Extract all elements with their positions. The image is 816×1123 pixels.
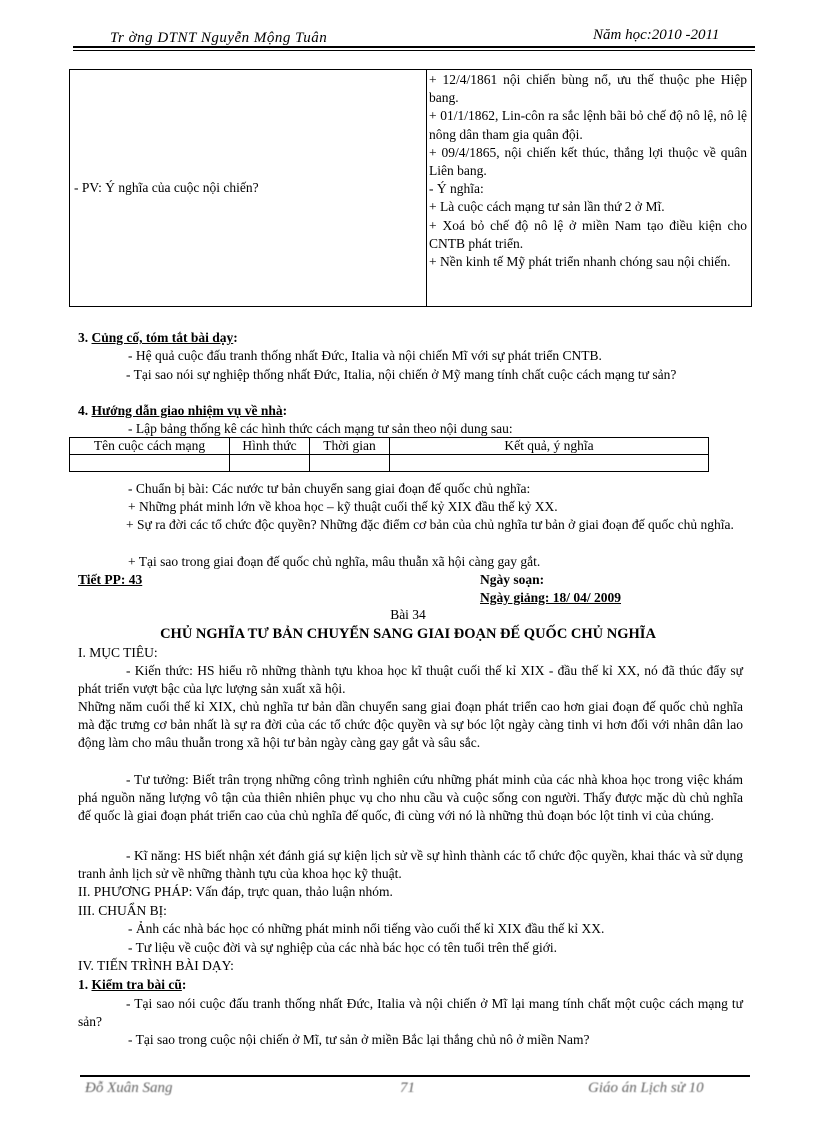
lesson-period: Tiết PP: 43 <box>78 572 143 587</box>
section-3-heading <box>78 329 238 347</box>
footer-rule <box>80 1075 750 1077</box>
section-3-line-1: - Hệ quả cuộc đấu tranh thống nhất Đức, Italia và nội chiến Mĩ với sự phát triển CNTB. <box>128 348 602 363</box>
header-rule <box>73 46 755 48</box>
footer-author: Đỗ Xuân Sang <box>85 1080 173 1096</box>
revolution-table <box>69 437 709 472</box>
lesson-number: Bài 34 <box>390 607 426 622</box>
lesson-prep-date: Ngày soạn: <box>480 572 545 587</box>
header-school: Tr ờng DTNT Nguyễn Mộng Tuân <box>110 30 328 46</box>
section-4-line-2: - Chuẩn bị bài: Các nước tư bản chuyển sang giai đoạn đế quốc chủ nghĩa: <box>128 481 531 496</box>
answer-line: + 01/1/1862, Lin-côn ra sắc lệnh bãi bỏ chế độ nô lệ, nô lệ nông dân tham gia quân đội. <box>429 108 747 142</box>
preparation-line-2: - Tư liệu về cuộc đời và sự nghiệp của các nhà bác học có tên tuổi trên thế giới. <box>128 940 558 955</box>
objectives-knowledge: - Kiến thức: HS hiểu rõ những thành tựu khoa học kĩ thuật cuối thế kỉ XIX - đầu thế kỉ XX, nó đã thúc đẩy sự phát triển vượt bậc của lực lượng sản xuất xã hội. <box>78 663 743 696</box>
lesson-teach-date: Ngày giảng: 18/ 04/ 2009 <box>480 590 622 605</box>
colon: : <box>181 977 187 992</box>
colon: : <box>233 330 238 345</box>
section-number: 4. <box>78 403 89 418</box>
col-result: Kết quả, ý nghĩa <box>390 438 709 455</box>
table-question-text: - PV: Ý nghĩa của cuộc nội chiến? <box>74 180 259 195</box>
section-title: Kiểm tra bài cũ <box>91 977 182 992</box>
review-heading <box>78 976 186 994</box>
empty-cell <box>310 455 390 472</box>
objectives-skills: - Kĩ năng: HS biết nhận xét đánh giá sự kiện lịch sử về sự hình thành các tổ chức độc quyền, khai thác và sử dụng tranh ảnh lịch sử về những thành tựu của khoa học kỹ thuật. <box>78 848 743 881</box>
section-4-heading <box>78 402 287 420</box>
section-4-line-1: - Lập bảng thống kê các hình thức cách mạng tư sản theo nội dung sau: <box>128 421 513 436</box>
empty-cell <box>390 455 709 472</box>
section-3-line-2: - Tại sao nói sự nghiệp thống nhất Đức, Italia, nội chiến ở Mỹ mang tính chất cuộc cách mạng tư sản? <box>126 367 677 382</box>
objectives-heading: I. MỤC TIÊU: <box>78 645 158 660</box>
answer-line: + Là cuộc cách mạng tư sản lần thứ 2 ở Mĩ. <box>429 199 665 215</box>
answer-line: + 12/4/1861 nội chiến bùng nổ, ưu thế thuộc phe Hiệp bang. <box>429 72 747 106</box>
header-year: Năm học:2010 -2011 <box>593 27 720 43</box>
lesson-table-divider <box>426 69 427 307</box>
objectives-paragraph: Những năm cuối thế kỉ XIX, chủ nghĩa tư bản dần chuyển sang giai đoạn phát triển cao hơn giai đoạn đế quốc chủ nghĩa mà đặc trưng cơ bản nhất là sự ra đời của các tổ chức độc quyền và sự bóc lột ngày càng tinh vi hơn đối với nhân dân lao động làm cho mâu thuẫn trong xã hội tư bản ngày càng gay gắt và sâu sắc. <box>78 699 743 750</box>
col-name: Tên cuộc cách mạng <box>70 438 230 455</box>
footer-doc: Giáo án Lịch sử 10 <box>588 1080 704 1096</box>
col-time: Thời gian <box>310 438 390 455</box>
answer-line: + Nền kinh tế Mỹ phát triển nhanh chóng sau nội chiến. <box>429 254 731 270</box>
section-4-line-3: + Những phát minh lớn về khoa học – kỹ thuật cuối thế kỷ XIX đầu thế kỷ XX. <box>128 499 558 514</box>
objectives-attitude: - Tư tưởng: Biết trân trọng những công trình nghiên cứu những phát minh của các nhà khoa học trong việc khám phá nguồn năng lượng vô tận của thiên nhiên phục vụ cho nhu cầu và cuộc sống con người. Thấy được mặc dù chủ nghĩa đế quốc là giai đoạn phát triển cao của chủ nghĩa đế quốc, đi cùng với nó là những thủ đoạn bóc lột tinh vi của chúng. <box>78 772 743 823</box>
table-answer <box>429 71 747 271</box>
section-number: 3. <box>78 330 89 345</box>
section-title: Hướng dẫn giao nhiệm vụ về nhà <box>91 403 283 418</box>
section-4-line-4: + Sự ra đời các tổ chức độc quyền? Những đặc điểm cơ bản của chủ nghĩa tư bản ở giai đoạn đế quốc chủ nghĩa. <box>126 517 734 532</box>
colon: : <box>282 403 288 418</box>
footer-page: 71 <box>400 1080 415 1096</box>
empty-cell <box>230 455 310 472</box>
answer-line: + Xoá bỏ chế độ nô lệ ở miền Nam tạo điều kiện cho CNTB phát triển. <box>429 217 747 251</box>
preparation-heading: III. CHUẨN BỊ: <box>78 903 167 918</box>
lesson-title: CHỦ NGHĨA TƯ BẢN CHUYỂN SANG GIAI ĐOẠN ĐẾ QUỐC CHỦ NGHĨA <box>160 626 656 642</box>
header-rule-thin <box>73 50 755 51</box>
answer-line: + 09/4/1865, nội chiến kết thúc, thắng lợi thuộc về quân Liên bang. <box>429 144 747 179</box>
review-question-1: - Tại sao nói cuộc đấu tranh thống nhất Đức, Italia và nội chiến ở Mĩ lại mang tính chất một cuộc cách mạng tư sản? <box>78 996 743 1029</box>
review-question-2: - Tại sao trong cuộc nội chiến ở Mĩ, tư sản ở miền Bắc lại thắng chủ nô ở miền Nam? <box>128 1032 590 1047</box>
preparation-line-1: - Ảnh các nhà bác học có những phát minh nổi tiếng vào cuối thế kỉ XIX đầu thế kỉ XX. <box>128 921 605 936</box>
empty-cell <box>70 455 230 472</box>
table-question <box>74 180 259 196</box>
table-header-row <box>70 438 709 455</box>
section-4-line-5: + Tại sao trong giai đoạn đế quốc chủ nghĩa, mâu thuẫn xã hội càng gay gắt. <box>128 554 541 569</box>
methods-line: II. PHƯƠNG PHÁP: Vấn đáp, trực quan, thảo luận nhóm. <box>78 884 393 899</box>
procedure-heading: IV. TIẾN TRÌNH BÀI DẠY: <box>78 958 234 973</box>
section-number: 1. <box>78 977 89 992</box>
section-title: Củng cố, tóm tắt bài dạy <box>91 330 234 345</box>
table-empty-row <box>70 455 709 472</box>
answer-line: - Ý nghĩa: <box>429 181 484 197</box>
col-form: Hình thức <box>230 438 310 455</box>
